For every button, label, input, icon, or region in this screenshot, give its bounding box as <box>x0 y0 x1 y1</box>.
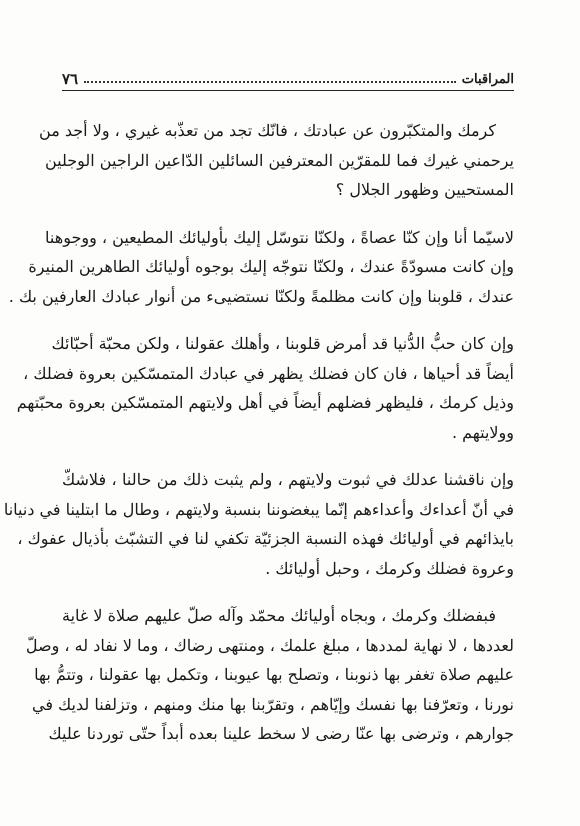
paragraph <box>39 116 514 205</box>
paragraph <box>8 223 514 312</box>
text-line: وولايتهم . <box>451 422 514 442</box>
page-number: ٧٦ <box>62 70 79 88</box>
header-dot-leader <box>84 80 456 83</box>
header-title: المراقبات <box>461 72 514 87</box>
text-line: فبفضلك وكرمك ، وبجاه أوليائك محمّد وآله صلّ عليهم صلاة لا غاية <box>62 606 496 625</box>
text-line: في أنّ أعداءك وأعداءهم إنّما يبغضوننا بنسبة ولايتهم ، وطال ما ابتلينا في دنيانا <box>3 499 514 519</box>
text-line: أيضاً قد أحياها ، فان كان فضلك يظهر في عبادك المتمسّكين بعروة فضلك ، <box>23 363 514 383</box>
text-line: كرمك والمتكبّرون عن عبادتك ، فانّك تجد من تعذّبه غيري ، ولا أجد من <box>39 121 496 140</box>
paragraph <box>16 329 514 447</box>
text-line: وعروة فضلك وكرمك ، وحبل أوليائك . <box>265 558 514 578</box>
text-line: لعددها ، لا نهاية لمددها ، مبلغ علمك ، ومنتهى رضاك ، وما لا نفاد له ، وصلّ <box>25 635 514 655</box>
text-line: وإن كان حبُّ الدُّنيا قد أمرض قلوبنا ، وأهلك عقولنا ، ولكن محبّة أحبّائك <box>51 334 514 353</box>
text-line: يرحمني غيرك فما للمقرّين المعترفين السائلين الدّاعين الراجين الوجلين <box>44 150 514 170</box>
text-line: عندك ، قلوبنا وإن كانت مظلمةً ولكنّا نستضيىء من أنوار عبادك العارفين بك . <box>8 286 514 306</box>
text-line: عليهم صلاة تغفر بها ذنوبنا ، وتصلح بها عيوبنا ، وتكمل بها عقولنا ، وتتمُّ بها <box>34 665 514 684</box>
text-line: وإن كانت مسودّةً عندك ، ولكنّا نتوجّه إليك بوجوه أوليائك الطاهرين المنيرة <box>28 257 514 276</box>
text-line: المستحيين وظهور الجلال ؟ <box>335 180 514 199</box>
paragraph <box>3 465 514 583</box>
text-line: وإن ناقشنا عدلك في ثبوت ولايتهم ، ولم يثبت ذلك من حالنا ، فلاشكّ <box>62 470 514 489</box>
running-header <box>62 66 514 91</box>
text-line: جوارهم ، وترضى بها عنّا رضى لا سخط علينا بعده أبداً حتّى توردنا عليك <box>48 724 514 743</box>
text-line: لاسيّما أنا وإن كنّا عصاةً ، ولكنّا نتوسّل إليك بأوليائك المطيعين ، ووجوهنا <box>45 227 514 247</box>
paragraph <box>25 601 514 749</box>
body-text <box>3 116 514 767</box>
text-line: نورنا ، وتعرّفنا بها نفسك وإيّاهم ، وتقرّبنا بها منك ومنهم ، وتزلفنا لديك في <box>31 694 514 714</box>
text-line: وذيل كرمك ، فليظهر فضلهم أيضاً في أهل ولايتهم المتمسّكين بعروة محبّتهم <box>16 393 514 412</box>
text-line: بايذائهم في أوليائك فهذه النسبة الجزئيّة تكفي لنا في التشبّث بأذيال عفوك ، <box>17 529 514 548</box>
